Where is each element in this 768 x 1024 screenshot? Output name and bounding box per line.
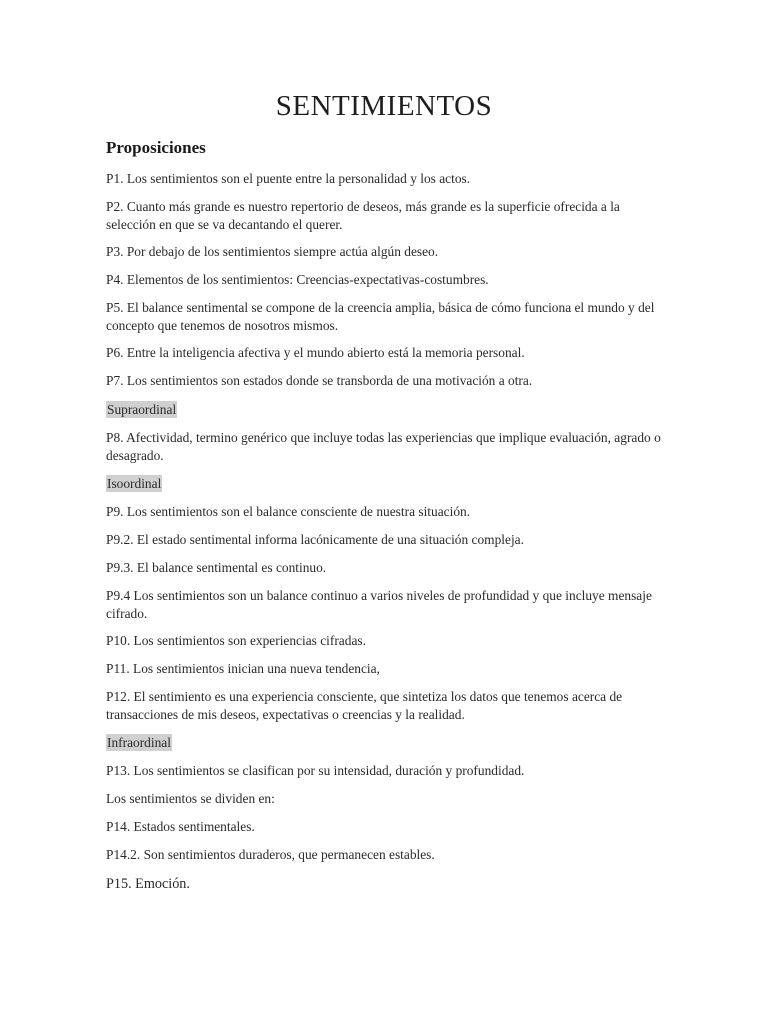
section-label-isoordinal: Isoordinal (107, 476, 162, 491)
proposition-p3: P3. Por debajo de los sentimientos siempre actúa algún deseo. (106, 244, 439, 259)
section-heading-proposiciones: Proposiciones (106, 138, 206, 157)
proposition-p10: P10. Los sentimientos son experiencias cifradas. (106, 633, 366, 648)
proposition-p7: P7. Los sentimientos son estados donde se transborda de una motivación a otra. (106, 373, 533, 388)
proposition-p14: P14. Estados sentimentales. (106, 819, 255, 834)
proposition-p11: P11. Los sentimientos inician una nueva tendencia, (106, 661, 380, 676)
proposition-p8: P8. Afectividad, termino genérico que incluye todas las experiencias que implique evaluación, agrado o desagrado. (106, 430, 661, 463)
proposition-p9-3: P9.3. El balance sentimental es continuo. (106, 560, 327, 575)
proposition-p14-2: P14.2. Son sentimientos duraderos, que permanecen estables. (106, 847, 435, 862)
proposition-p13: P13. Los sentimientos se clasifican por su intensidad, duración y profundidad. (106, 763, 525, 778)
proposition-p15: P15. Emoción. (106, 876, 190, 892)
proposition-p6: P6. Entre la inteligencia afectiva y el mundo abierto está la memoria personal. (106, 345, 525, 360)
proposition-p5: P5. El balance sentimental se compone de la creencia amplia, básica de cómo funciona el mundo y del concepto que tenemos de nosotros mismos. (106, 300, 655, 333)
section-label-supraordinal: Supraordinal (107, 402, 177, 417)
proposition-p1: P1. Los sentimientos son el puente entre la personalidad y los actos. (106, 171, 471, 186)
proposition-p9-2: P9.2. El estado sentimental informa lacónicamente de una situación compleja. (106, 532, 524, 547)
proposition-p2: P2. Cuanto más grande es nuestro repertorio de deseos, más grande es la superficie ofrecida a la selección en que se va decantando el querer. (106, 199, 620, 232)
document-title: SENTIMIENTOS (275, 90, 493, 122)
proposition-p12: P12. El sentimiento es una experiencia consciente, que sintetiza los datos que tenemos acerca de transacciones de mis deseos, expectativas o creencias y la realidad. (106, 689, 623, 722)
proposition-p9: P9. Los sentimientos son el balance consciente de nuestra situación. (106, 504, 471, 519)
division-intro: Los sentimientos se dividen en: (106, 791, 275, 806)
proposition-p9-4: P9.4 Los sentimientos son un balance continuo a varios niveles de profundidad y que incluye mensaje cifrado. (106, 588, 652, 621)
proposition-p4: P4. Elementos de los sentimientos: Creencias-expectativas-costumbres. (106, 272, 489, 287)
section-label-infraordinal: Infraordinal (107, 735, 171, 750)
